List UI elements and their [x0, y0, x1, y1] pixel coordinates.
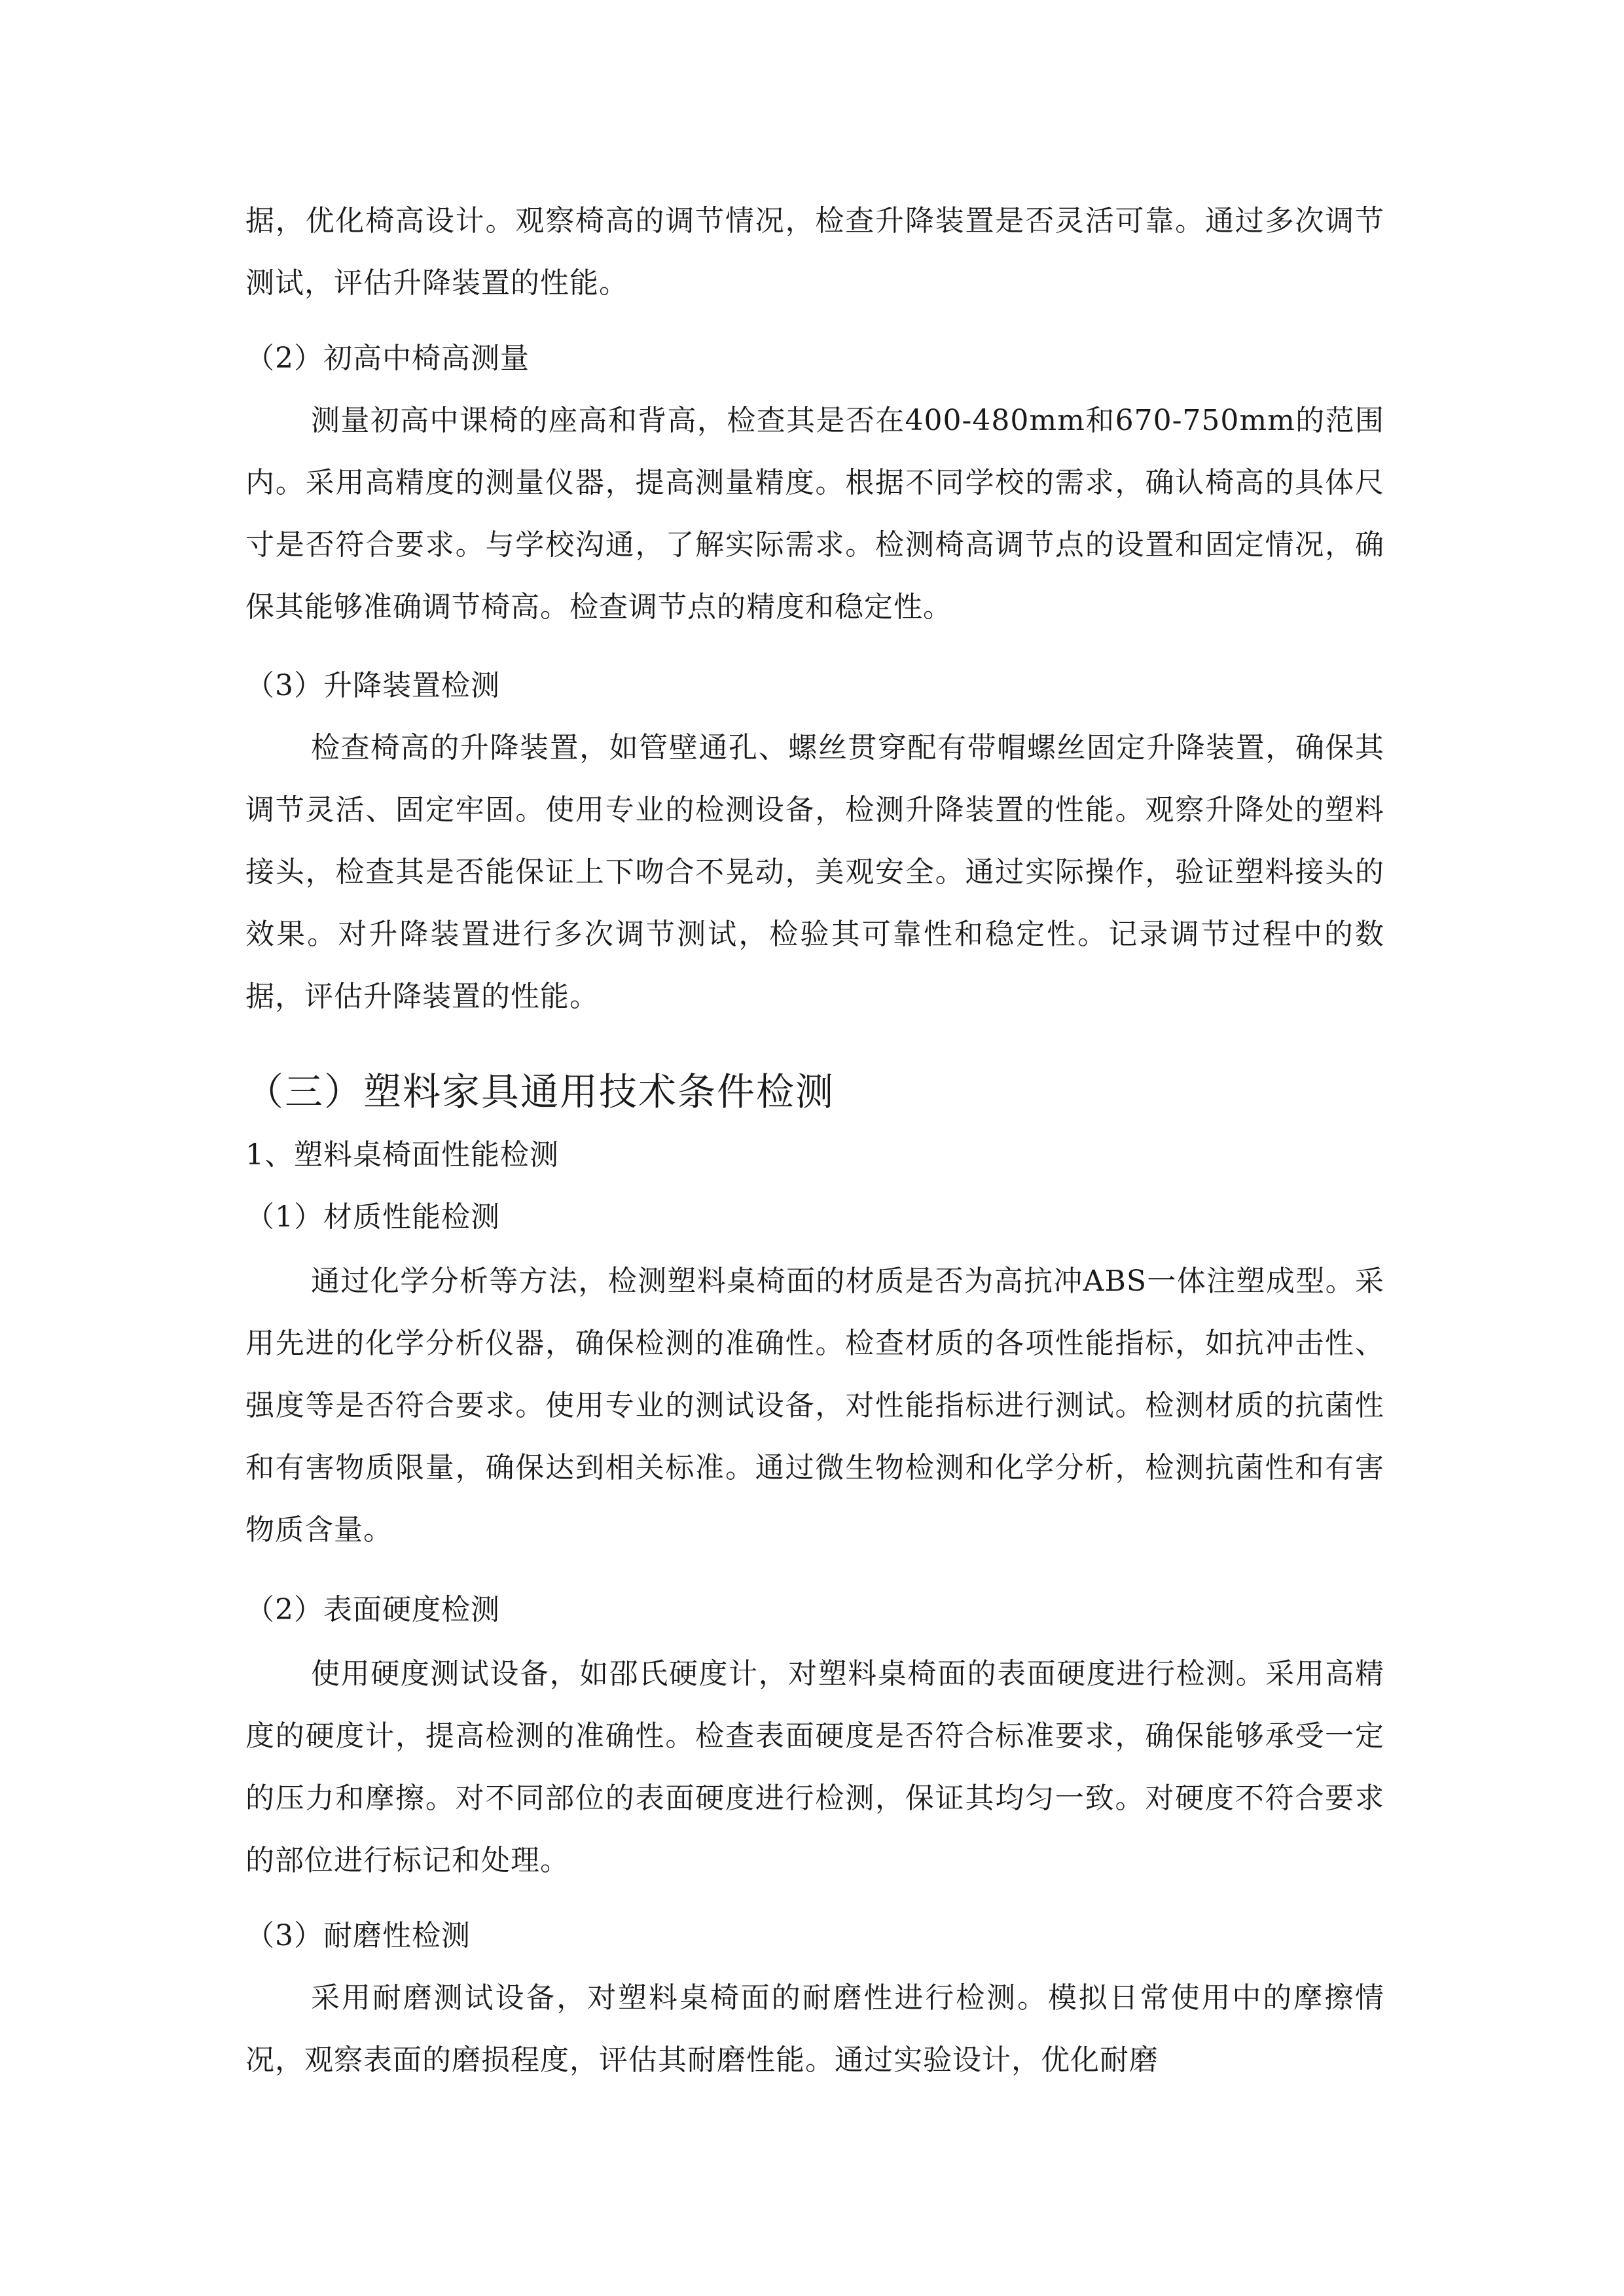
paragraph-continued: 据，优化椅高设计。观察椅高的调节情况，检查升降装置是否灵活可靠。通过多次调节测试，评估升降装置的性能。: [245, 204, 1384, 300]
section-title: （三）塑料家具通用技术条件检测: [245, 1069, 835, 1114]
paragraph-material: 通过化学分析等方法，检测塑料桌椅面的材质是否为高抗冲ABS一体注塑成型。采用先进的化学分析仪器，确保检测的准确性。检查材质的各项性能指标，如抗冲击性、强度等是否符合要求。使用专业的测试设备，对性能指标进行测试。检测材质的抗菌性和有害物质限量，确保达到相关标准。通过微生物检测和化学分析，检测抗菌性和有害物质含量。: [245, 1265, 1384, 1547]
subheading-wear-resistance: （3）耐磨性检测: [245, 1919, 471, 1952]
subheading-chair-height-measure: （2）初高中椅高测量: [245, 342, 530, 375]
subheading-lift-device: （3）升降装置检测: [245, 669, 500, 702]
paragraph-wear-resistance: 采用耐磨测试设备，对塑料桌椅面的耐磨性进行检测。模拟日常使用中的摩擦情况，观察表面的磨损程度，评估其耐磨性能。通过实验设计，优化耐磨: [245, 1981, 1384, 2077]
paragraph-hardness: 使用硬度测试设备，如邵氏硬度计，对塑料桌椅面的表面硬度进行检测。采用高精度的硬度计，提高检测的准确性。检查表面硬度是否符合标准要求，确保能够承受一定的压力和摩擦。对不同部位的表面硬度进行检测，保证其均匀一致。对硬度不符合要求的部位进行标记和处理。: [245, 1657, 1384, 1877]
paragraph-lift-device: 检查椅高的升降装置，如管壁通孔、螺丝贯穿配有带帽螺丝固定升降装置，确保其调节灵活、固定牢固。使用专业的检测设备，检测升降装置的性能。观察升降处的塑料接头，检查其是否能保证上下吻合不晃动，美观安全。通过实际操作，验证塑料接头的效果。对升降装置进行多次调节测试，检验其可靠性和稳定性。记录调节过程中的数据，评估升降装置的性能。: [245, 731, 1384, 1013]
subheading-hardness: （2）表面硬度检测: [245, 1593, 500, 1626]
subsection-plastic-surface: 1、塑料桌椅面性能检测: [245, 1138, 559, 1172]
document-page: [245, 0, 1384, 2296]
paragraph-chair-height-measure: 测量初高中课椅的座高和背高，检查其是否在400-480mm和670-750mm的范围内。采用高精度的测量仪器，提高测量精度。根据不同学校的需求，确认椅高的具体尺寸是否符合要求。与学校沟通，了解实际需求。检测椅高调节点的设置和固定情况，确保其能够准确调节椅高。检查调节点的精度和稳定性。: [245, 404, 1384, 624]
subheading-material: （1）材质性能检测: [245, 1200, 500, 1234]
